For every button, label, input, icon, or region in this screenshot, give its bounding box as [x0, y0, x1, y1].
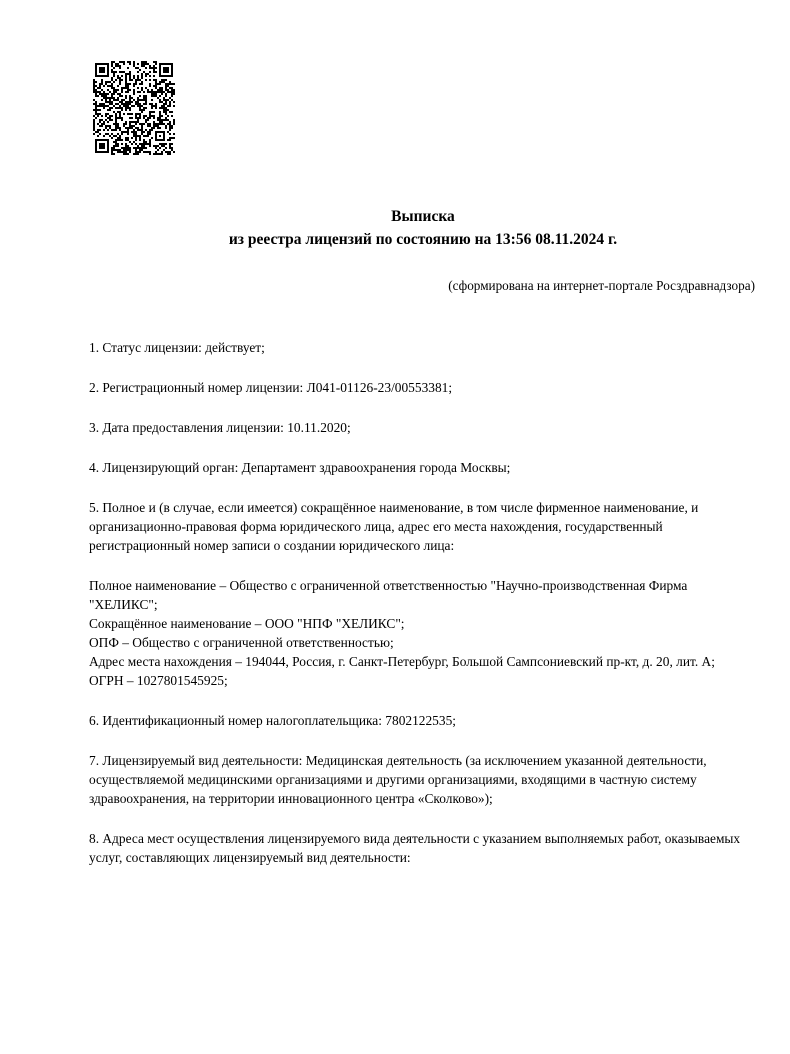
entity-ogrn: ОГРН – 1027801545925;	[89, 672, 228, 688]
clause-5-entity-names: 5. Полное и (в случае, если имеется) сокращённое наименование, в том числе фирменное наименование, и организационно-правовая форма юридического лица, адрес его места нахождения, государственный регистрационный номер записи о создании юридического лица:	[89, 499, 699, 553]
clause-2-registration-number: 2. Регистрационный номер лицензии: Л041-01126-23/00553381;	[89, 379, 453, 395]
clause-8-addresses: 8. Адреса мест осуществления лицензируемого вида деятельности с указанием выполняемых работ, оказываемых услуг, составляющих лицензируемый вид деятельности:	[89, 831, 741, 866]
title-line-1: Выписка	[391, 208, 455, 225]
entity-legal-form: ОПФ – Общество с ограниченной ответственностью;	[89, 634, 394, 650]
clause-6-inn: 6. Идентификационный номер налогоплательщика: 7802122535;	[89, 712, 456, 728]
entity-details-block	[89, 576, 757, 690]
clause-4-licensing-authority: 4. Лицензирующий орган: Департамент здравоохранения города Москвы;	[89, 459, 511, 475]
entity-full-name: Полное наименование – Общество с ограниченной ответственностью "Научно-производственная Фирма "ХЕЛИКС";	[89, 577, 688, 612]
clause-7-activity-type: 7. Лицензируемый вид деятельности: Медицинская деятельность (за исключением указанной деятельности, осуществляемой медицинскими организациями и другими организациями, входящими в частную систему здравоохранения, на территории инновационного центра «Сколково»);	[89, 752, 707, 806]
clause-1-status: 1. Статус лицензии: действует;	[89, 339, 265, 355]
document-subtitle: (сформирована на интернет-портале Росздравнадзора)	[448, 277, 755, 293]
page-title	[89, 205, 757, 252]
clause-3-issue-date: 3. Дата предоставления лицензии: 10.11.2020;	[89, 419, 351, 435]
entity-short-name: Сокращённое наименование – ООО "НПФ "ХЕЛИКС";	[89, 615, 405, 631]
document-body	[89, 205, 757, 867]
title-line-2: из реестра лицензий по состоянию на 13:56 08.11.2024 г.	[228, 231, 618, 249]
qr-code-canvas	[93, 61, 175, 155]
qr-code	[93, 61, 175, 155]
entity-address: Адрес места нахождения – 194044, Россия, г. Санкт-Петербург, Большой Сампсониевский пр-кт, д. 20, лит. А;	[89, 653, 715, 669]
